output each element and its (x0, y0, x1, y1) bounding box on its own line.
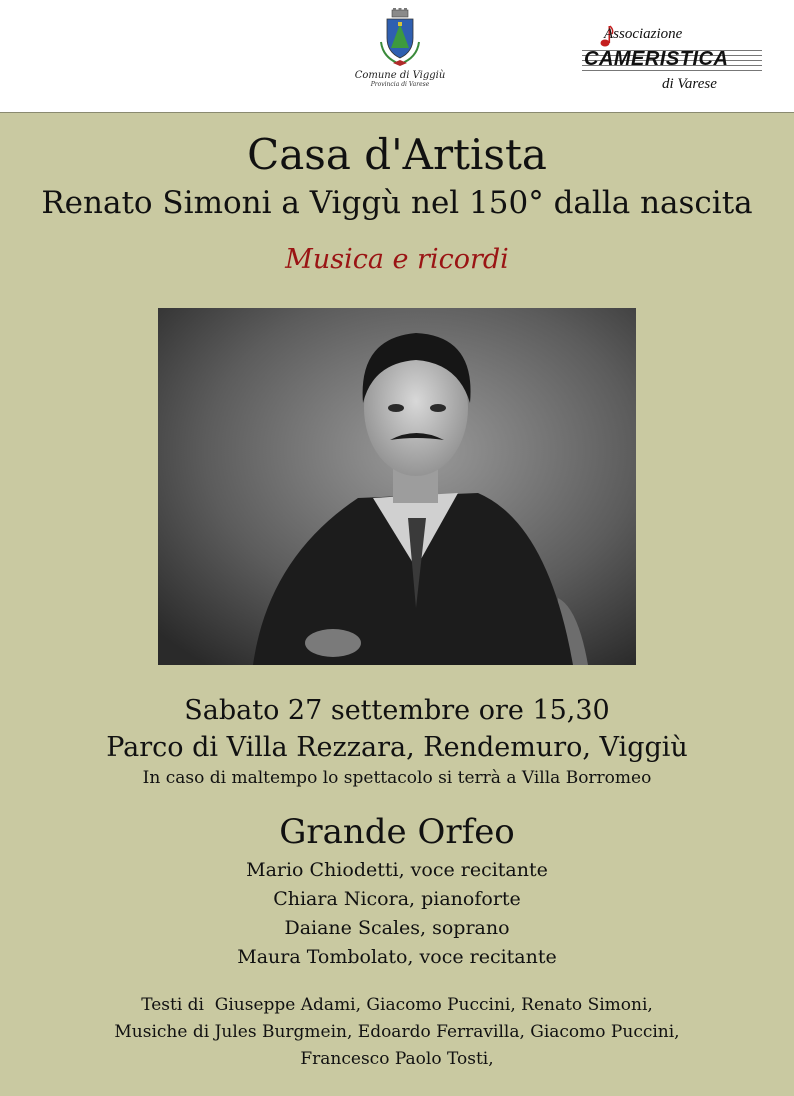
association-line-3: di Varese (662, 76, 717, 92)
coat-of-arms-icon (377, 8, 423, 68)
credits-line: Musiche di Jules Burgmein, Edoardo Ferravilla, Giacomo Puccini, (114, 1022, 680, 1042)
event-venue: Parco di Villa Rezzara, Rendemuro, Viggiù (106, 732, 688, 763)
comune-logo (340, 8, 460, 88)
portrait-illustration (158, 308, 636, 665)
portrait-photo (158, 308, 636, 665)
comune-name: Comune di Viggiù (354, 70, 446, 81)
credits-line: Testi di Giuseppe Adami, Giacomo Puccini, Renato Simoni, (141, 995, 653, 1015)
credits-line: Francesco Paolo Tosti, (300, 1049, 494, 1069)
ensemble-name: Grande Orfeo (279, 812, 515, 852)
performer-item: Mario Chiodetti, voce recitante (246, 859, 548, 881)
header-bar (0, 0, 794, 113)
event-title: Casa d'Artista (247, 130, 547, 179)
performer-item: Daiane Scales, soprano (284, 917, 510, 939)
event-tagline: Musica e ricordi (285, 244, 509, 275)
performer-list (0, 856, 794, 972)
credits-block (0, 992, 794, 1073)
association-logo (574, 20, 774, 100)
performer-item: Maura Tombolato, voce recitante (237, 946, 557, 968)
comune-province: Provincia di Varese (370, 81, 430, 88)
event-date: Sabato 27 settembre ore 15,30 (184, 695, 610, 726)
event-subtitle: Renato Simoni a Viggù nel 150° dalla nascita (41, 185, 753, 221)
rain-note: In caso di maltempo lo spettacolo si terrà a Villa Borromeo (142, 768, 652, 788)
association-line-2: CAMERISTICA (584, 48, 729, 70)
association-line-1: Associazione (604, 26, 683, 42)
performer-item: Chiara Nicora, pianoforte (273, 888, 521, 910)
